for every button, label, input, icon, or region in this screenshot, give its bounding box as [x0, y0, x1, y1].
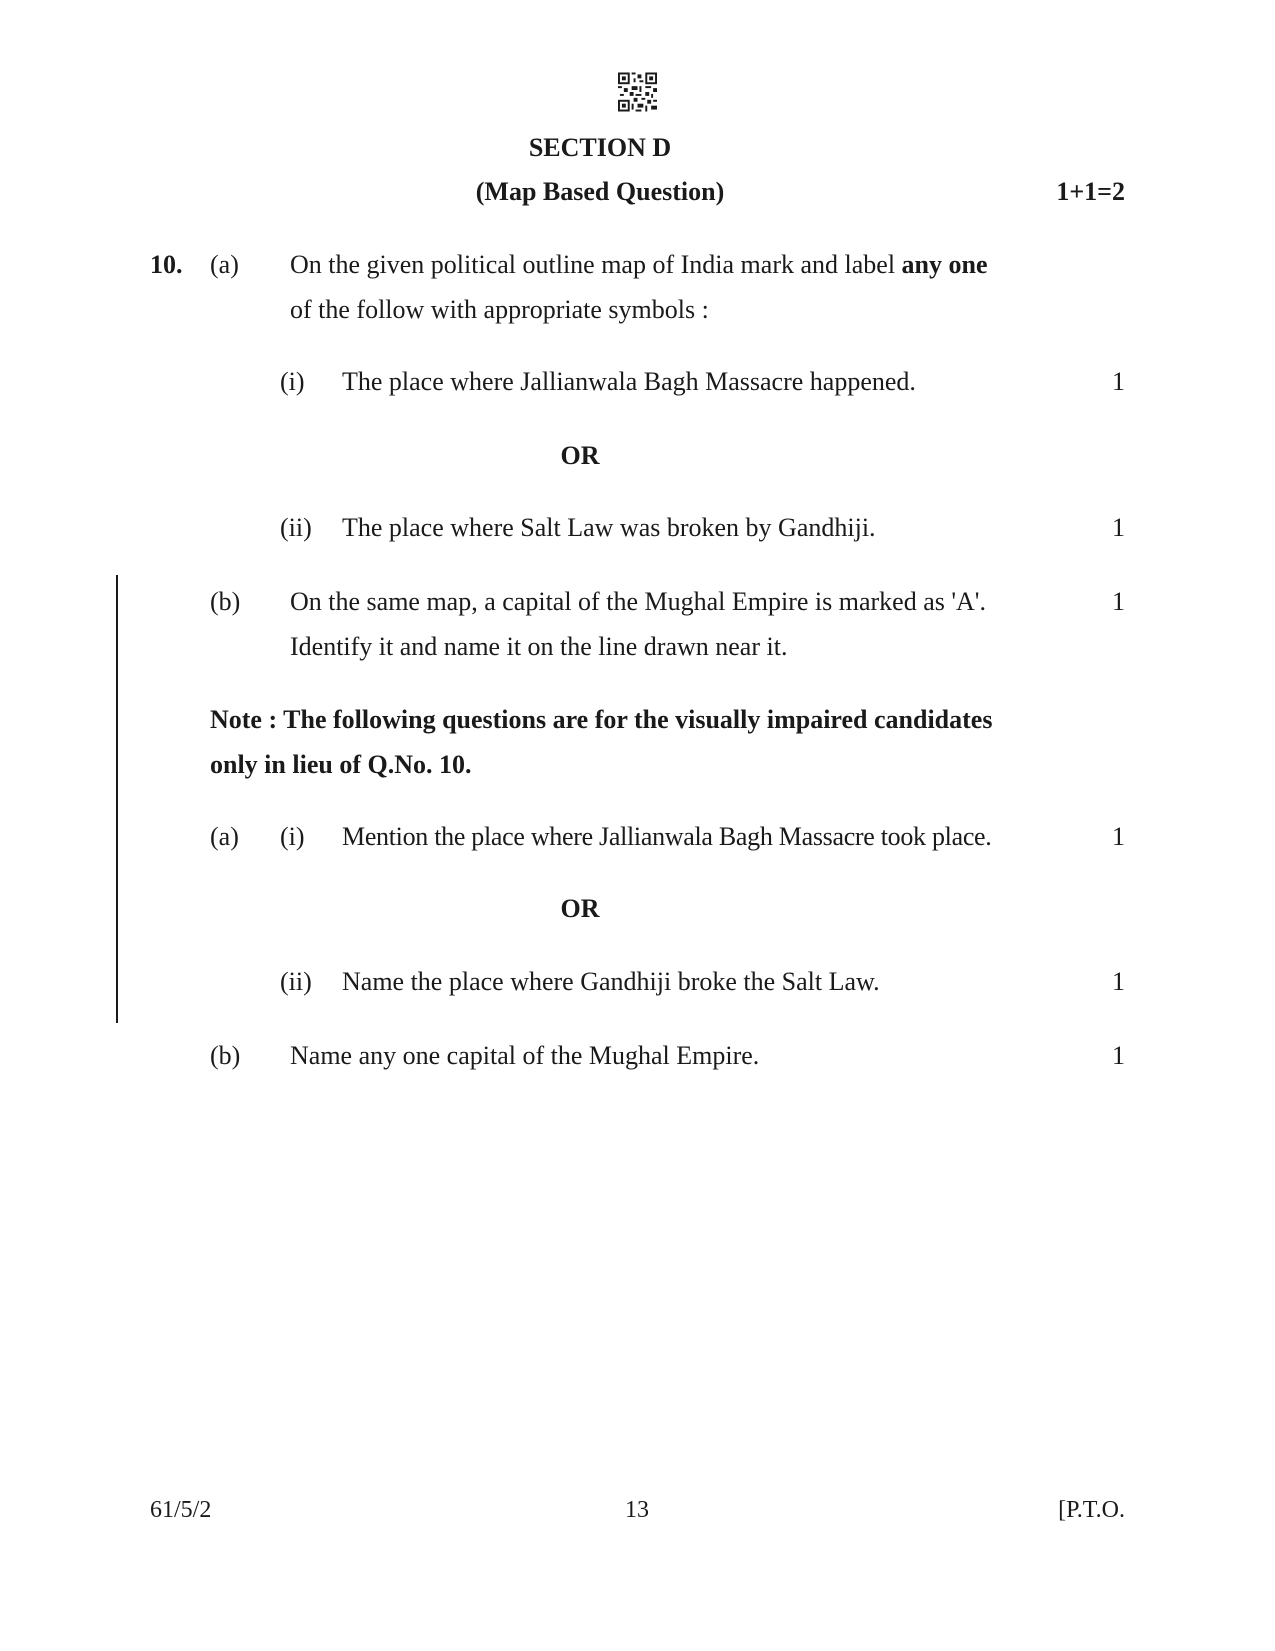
note-line1: Note : The following questions are for the visually impaired candidates: [210, 705, 993, 734]
vi-option-ii-marks: 1: [1112, 967, 1125, 996]
vi-option-i-label: (i): [280, 822, 305, 851]
vi-option-ii-label: (ii): [280, 967, 312, 996]
paper-code: 61/5/2: [150, 1497, 212, 1523]
option-ii-text: The place where Salt Law was broken by Gandhiji.: [342, 513, 876, 542]
part-a-text-line1-plain: On the given political outline map of India mark and label: [290, 250, 902, 279]
option-i-label: (i): [280, 367, 305, 396]
margin-bar: [116, 575, 118, 1023]
vi-option-ii-text: Name the place where Gandhiji broke the Salt Law.: [342, 967, 880, 996]
option-i-text: The place where Jallianwala Bagh Massacre happened.: [342, 367, 916, 396]
vi-part-a-label: (a): [210, 822, 239, 851]
option-ii-label: (ii): [280, 513, 312, 542]
vi-part-b-label: (b): [210, 1041, 241, 1070]
part-a-text-line1: [290, 250, 988, 280]
page-number: 13: [625, 1497, 649, 1523]
option-i-marks: 1: [1112, 367, 1125, 396]
vi-or-label: OR: [560, 894, 600, 923]
vi-part-b-marks: 1: [1112, 1041, 1125, 1070]
qr-code-icon: [618, 72, 657, 112]
or-label: OR: [560, 441, 600, 470]
part-a-text-emphasis: any one: [901, 250, 988, 279]
section-subtitle: (Map Based Question): [475, 177, 725, 206]
question-number: 10.: [150, 250, 183, 279]
section-marks: 1+1=2: [1056, 177, 1125, 206]
part-b-label: (b): [210, 587, 241, 616]
part-b-marks: 1: [1112, 587, 1125, 616]
section-title: SECTION D: [528, 133, 672, 162]
vi-option-i-marks: 1: [1112, 822, 1125, 851]
vi-part-b-text: Name any one capital of the Mughal Empire.: [290, 1041, 760, 1070]
part-b-text-line2: Identify it and name it on the line drawn near it.: [290, 632, 788, 661]
pto-label: [P.T.O.: [1058, 1497, 1125, 1523]
part-b-text-line1: On the same map, a capital of the Mughal Empire is marked as 'A'.: [290, 587, 986, 616]
part-a-text-line2: of the follow with appropriate symbols :: [290, 295, 709, 324]
part-a-label: (a): [210, 250, 239, 279]
option-ii-marks: 1: [1112, 513, 1125, 542]
note-line2: only in lieu of Q.No. 10.: [210, 750, 472, 779]
vi-option-i-text: Mention the place where Jallianwala Bagh Massacre took place.: [342, 822, 992, 851]
